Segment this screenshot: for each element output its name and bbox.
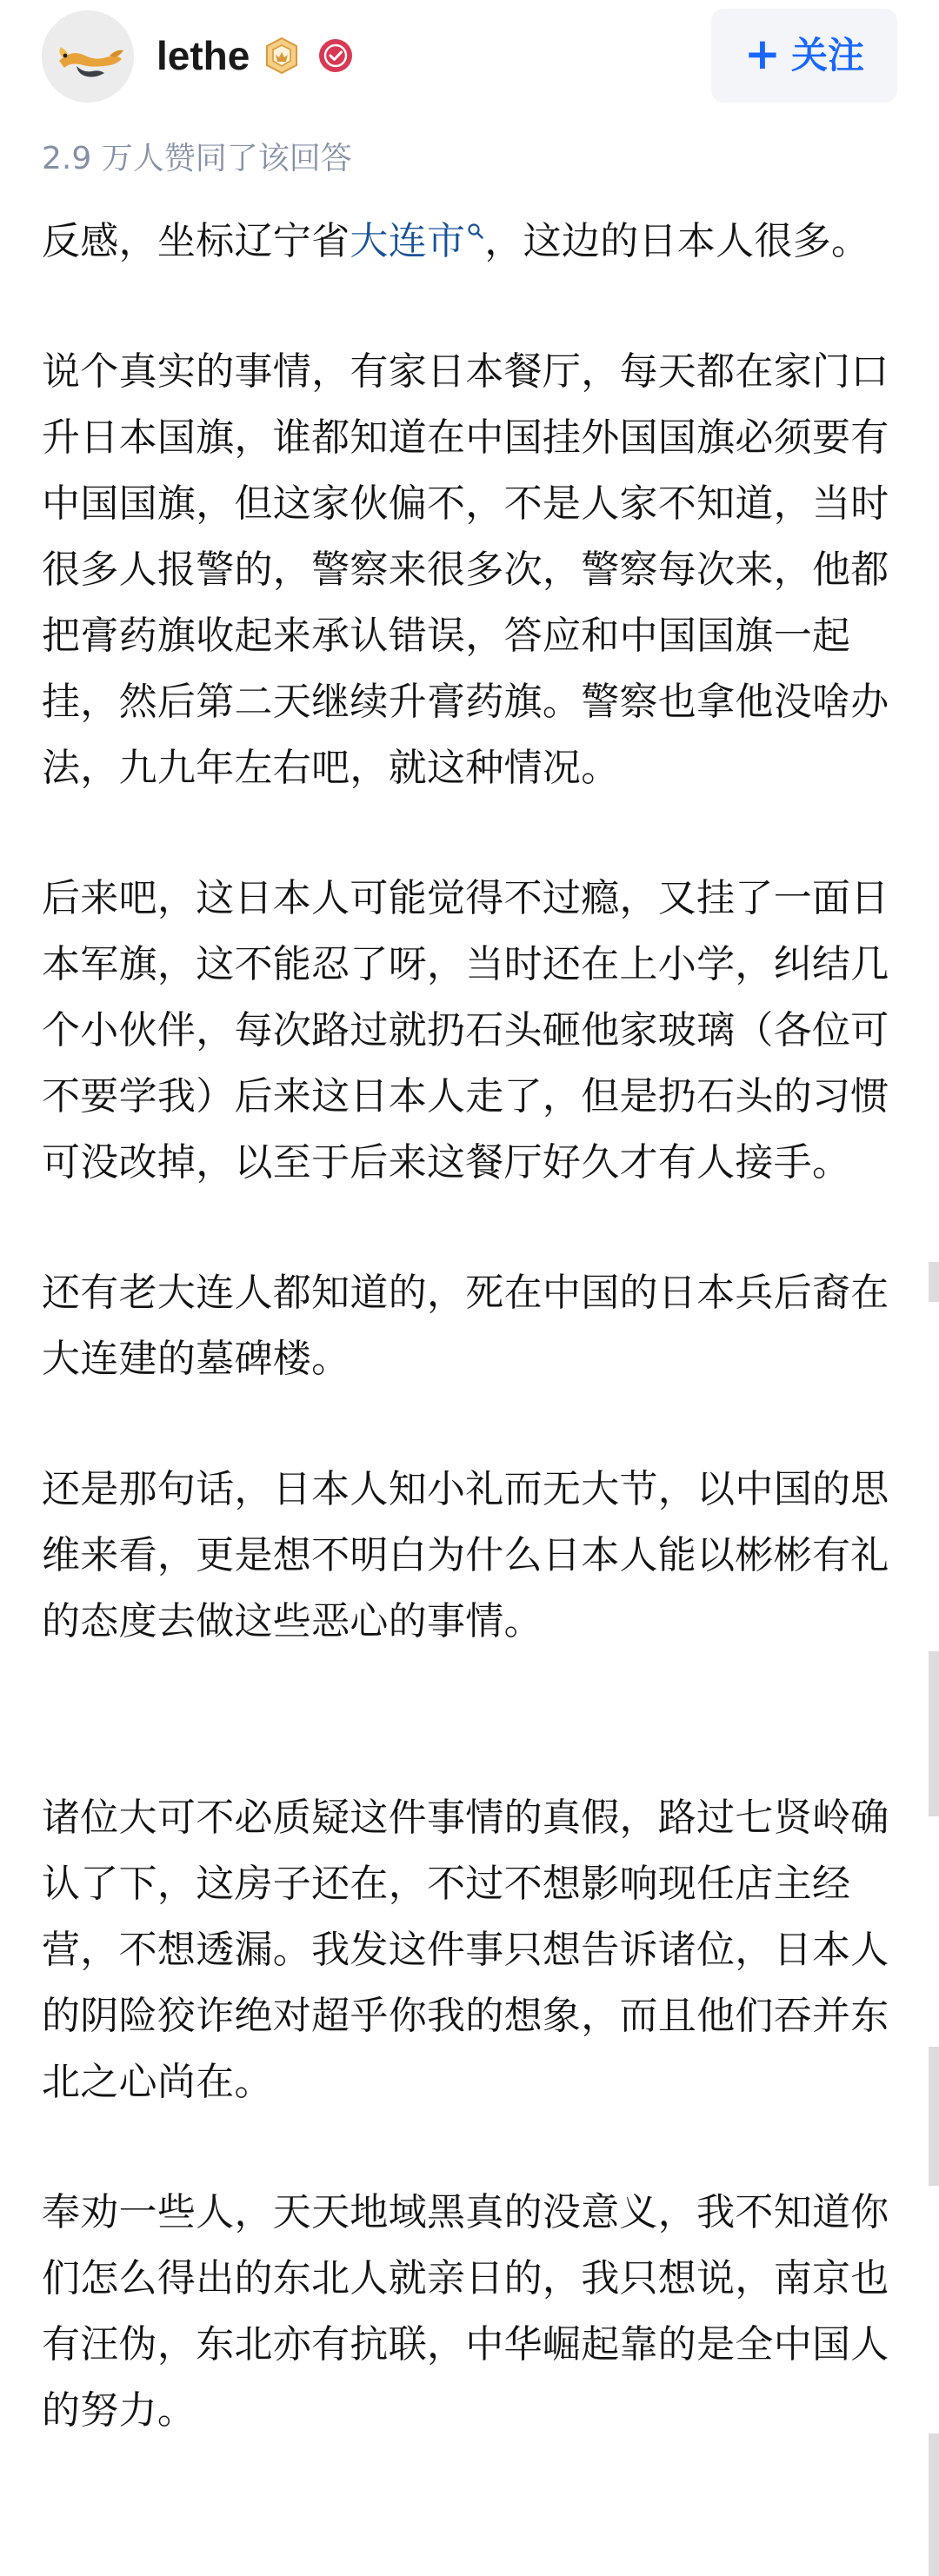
scroll-marker <box>929 2047 939 2186</box>
answer-paragraph: 奉劝一些人，天天地域黑真的没意义，我不知道你们怎么得出的东北人就亲日的，我只想说，南京也有汪伪，东北亦有抗联，中华崛起靠的是全中国人的努力。 <box>42 2190 889 2433</box>
answer-paragraph: 后来吧，这日本人可能觉得不过瘾，又挂了一面日本军旗，这不能忍了呀，当时还在上小学，纠结几个小伙伴，每次路过就扔石头砸他家玻璃（各位可不要学我）后来这日本人走了，但是扔石头的习惯可没改掉，以至于后来这餐厅好久才有人接手。 <box>42 876 889 1185</box>
upvote-count: 2.9 万人赞同了该回答 <box>42 141 352 176</box>
search-keyword-link[interactable]: 大连市 <box>350 219 484 263</box>
scroll-marker <box>929 2433 939 2576</box>
verified-badge-icon <box>316 37 355 75</box>
level-badge-icon <box>263 37 301 75</box>
answer-paragraph: 还是那句话，日本人知小礼而无大节，以中国的思维来看，更是想不明白为什么日本人能以彬彬有礼的态度去做这些恶心的事情。 <box>42 1467 889 1643</box>
answer-paragraph: 诸位大可不必质疑这件事情的真假，路过七贤岭确认了下，这房子还在，不过不想影响现任店主经营，不想透漏。我发这件事只想告诉诸位，日本人的阴险狡诈绝对超乎你我的想象，而且他们吞并东北之心尚在。 <box>42 1796 889 2104</box>
author-name[interactable]: lethe <box>156 33 250 78</box>
answer-paragraph: 反感，坐标辽宁省大连市 ，这边的日本人很多。 <box>42 219 870 263</box>
dragon-avatar-icon[interactable] <box>42 10 134 103</box>
search-icon <box>467 222 484 240</box>
answer-paragraph: 还有老大连人都知道的，死在中国的日本兵后裔在大连建的墓碑楼。 <box>42 1271 889 1381</box>
scroll-marker <box>929 1651 939 1816</box>
plus-icon: + <box>744 29 781 79</box>
scroll-marker <box>929 1262 939 1302</box>
answer-paragraph: 说个真实的事情，有家日本餐厅，每天都在家门口升日本国旗，谁都知道在中国挂外国国旗必须要有中国国旗，但这家伙偏不，不是人家不知道，当时很多人报警的，警察来很多次，警察每次来，他都把膏药旗收起来承认错误，答应和中国国旗一起挂，然后第二天继续升膏药旗。警察也拿他没啥办法，九九年左右吧，就这种情况。 <box>42 349 889 790</box>
answer-content <box>42 209 894 2508</box>
answer-author-header <box>0 0 939 113</box>
follow-button-label: 关注 <box>790 34 864 76</box>
follow-button[interactable] <box>711 9 897 103</box>
